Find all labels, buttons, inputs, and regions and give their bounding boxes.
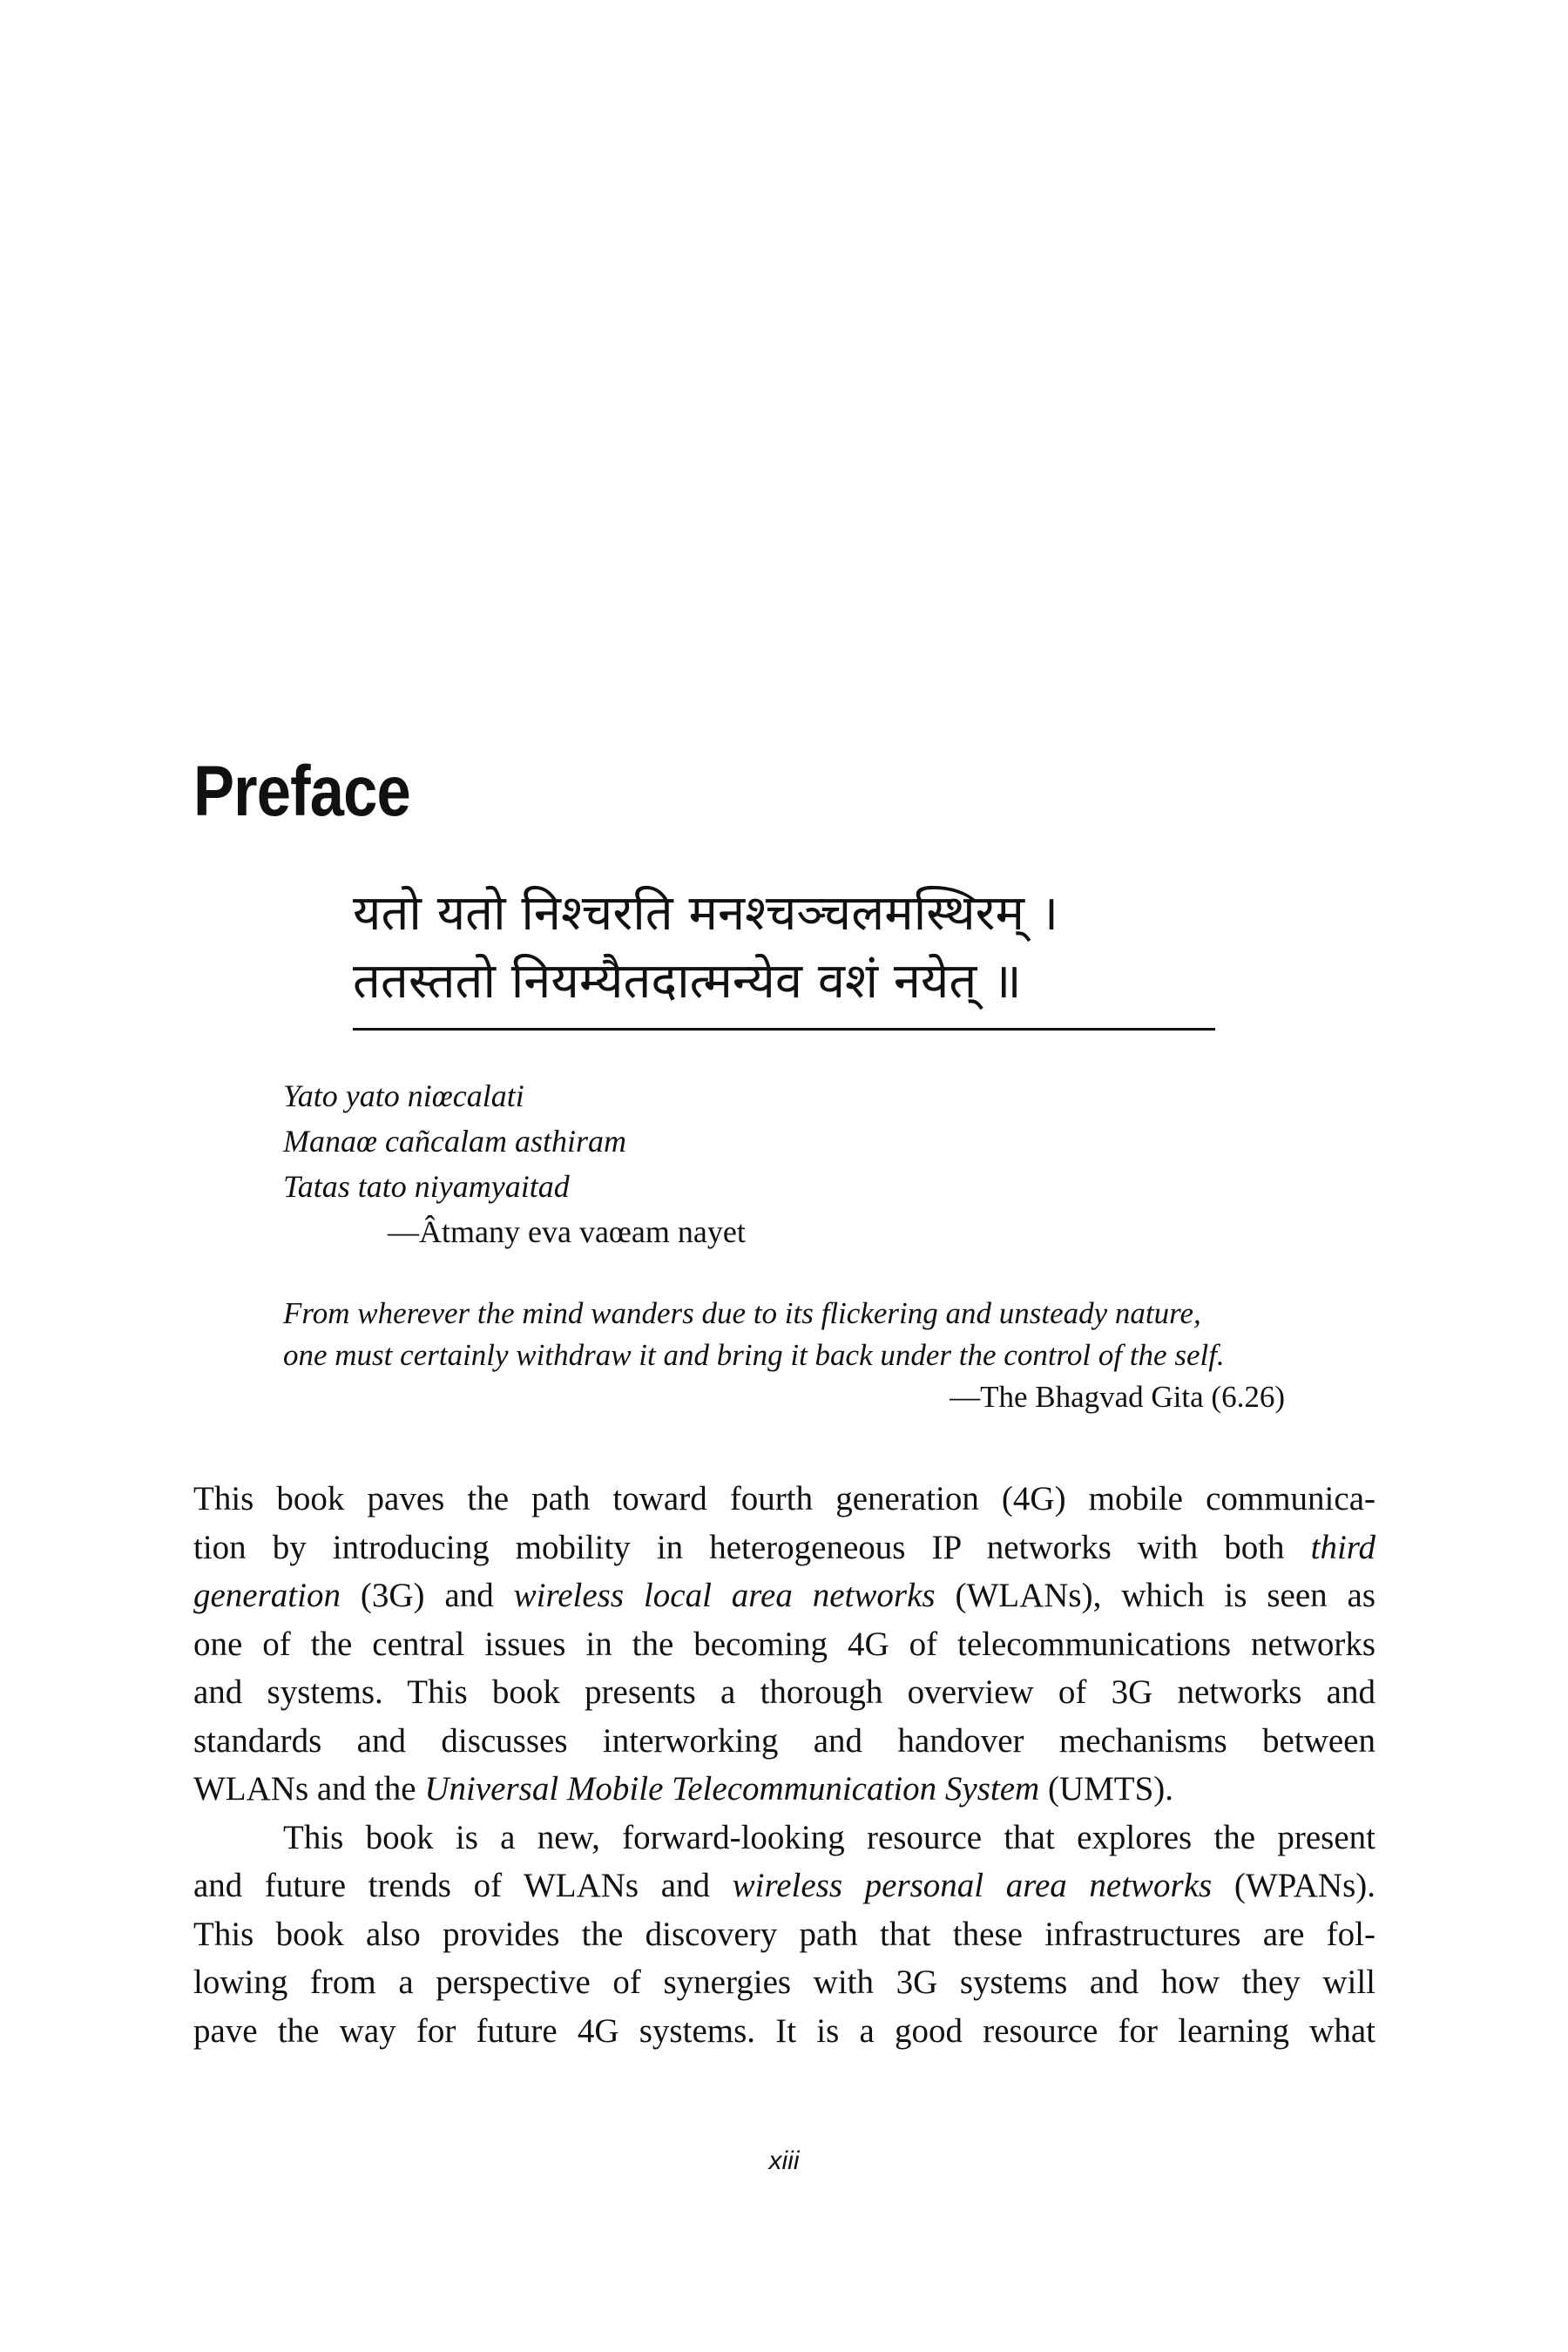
body-line: tion by introducing mobility in heterogeneous IP networks with both third [193, 1528, 1376, 1566]
transliteration-line-1: Yato yato niœcalati [283, 1078, 524, 1113]
body-line: pave the way for future 4G systems. It is a good resource for learning what [193, 2011, 1375, 2050]
body-line: This book also provides the discovery path that these infrastructures are fol- [193, 1915, 1375, 1953]
translation-line-2: one must certainly withdraw it and bring it back under the control of the self. [283, 1338, 1225, 1372]
verse-divider [353, 1028, 1215, 1031]
body-line: WLANs and the Universal Mobile Telecommunication System (UMTS). [193, 1770, 1174, 1808]
body-line: one of the central issues in the becoming 4G of telecommunications networks [193, 1625, 1375, 1663]
verse-translation [283, 1293, 1285, 1418]
body-line: and future trends of WLANs and wireless personal area networks (WPANs). [193, 1867, 1375, 1904]
sanskrit-line-1: यतो यतो निश्चरति मनश्चञ्चलमस्थिरम् । [353, 885, 1059, 942]
body-line: and systems. This book presents a thorough overview of 3G networks and [193, 1673, 1375, 1711]
body-line: This book is a new, forward-looking resource that explores the present [283, 1818, 1375, 1856]
body-line: standards and discusses interworking and handover mechanisms between [193, 1721, 1375, 1760]
body-line: lowing from a perspective of synergies with 3G systems and how they will [193, 1963, 1375, 2001]
sanskrit-verse [353, 880, 1215, 1016]
page-number: xiii [768, 2146, 800, 2175]
sanskrit-line-2: ततस्ततो नियम्यैतदात्मन्येव वशं नयेत् ॥ [353, 953, 1022, 1010]
page-title: Preface [193, 752, 410, 831]
preface-body [193, 1475, 1375, 2055]
transliteration-line-4: —Âtmany eva vaœam nayet [388, 1214, 746, 1249]
transliteration-line-3: Tatas tato niyamyaitad [283, 1169, 570, 1204]
body-line: This book paves the path toward fourth generation (4G) mobile communica- [193, 1480, 1375, 1517]
quote-source: —The Bhagvad Gita (6.26) [950, 1380, 1285, 1414]
transliteration-line-2: Manaœ cañcalam asthiram [283, 1124, 626, 1159]
transliteration [283, 1073, 746, 1254]
translation-line-1: From wherever the mind wanders due to its flickering and unsteady nature, [283, 1296, 1201, 1330]
body-line: generation (3G) and wireless local area networks (WLANs), which is seen as [193, 1577, 1376, 1614]
